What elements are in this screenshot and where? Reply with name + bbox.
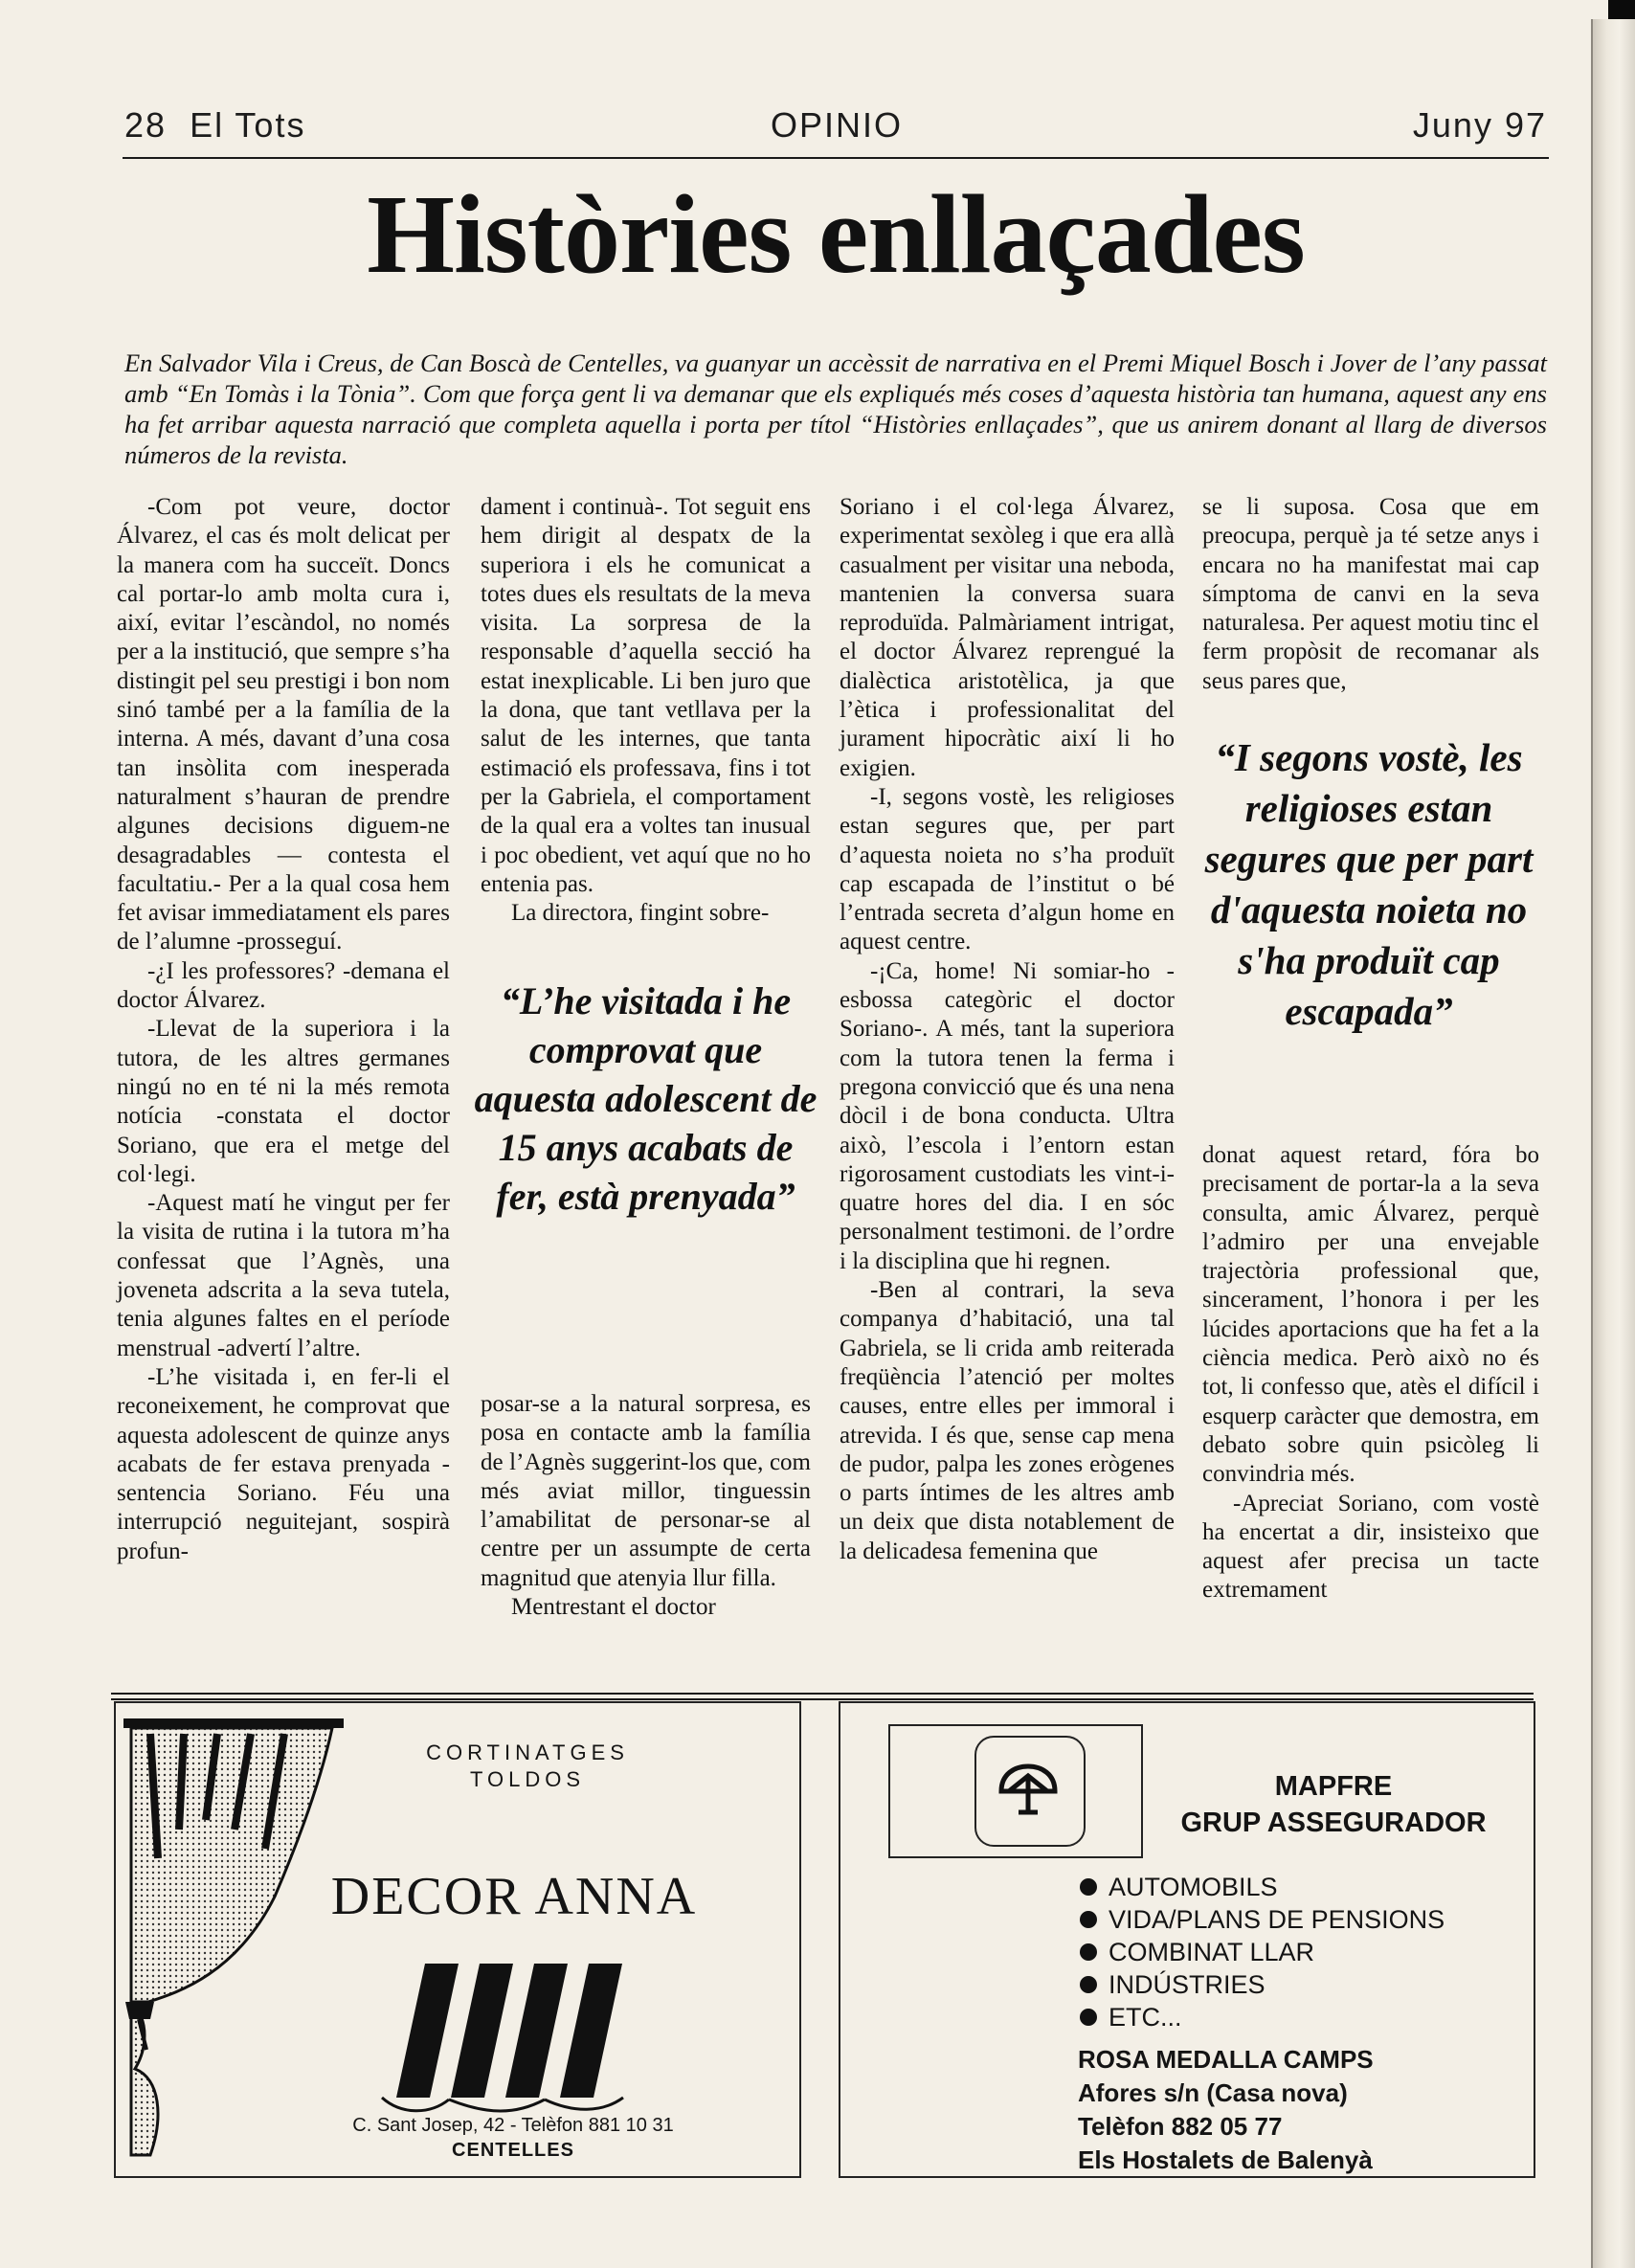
paragraph: -L’he visitada i, en fer-li el reconeixement, he comprovat que aquesta adolescent de quinze anys acabats de fer estava prenyada -sentencia Soriano. Féu una interrupció neguitejant, sospirà profun- [117, 1363, 450, 1564]
mapfre-ad [839, 1701, 1535, 2178]
awnings-label: TOLDOS [469, 1767, 586, 1791]
header-rule [123, 157, 1549, 159]
mapfre-phone: Telèfon 882 05 77 [1078, 2112, 1283, 2141]
mapfre-brand-name: MAPFRE [1274, 1771, 1393, 1802]
section-name: OPINIO [771, 105, 904, 145]
paragraph: se li suposa. Cosa que em preocupa, perquè ja té setze anys i encara no ha manifestat mai cap símptoma de canvi en la seva naturalesa. Per aquest motiu tinc el ferm propòsit de recomanar als seus pares que, [1202, 494, 1539, 694]
article-column-2-continued [481, 1390, 811, 1622]
article-column-3 [840, 493, 1175, 1566]
article-intro: En Salvador Vila i Creus, de Can Boscà de Centelles, va guanyar un accèssit de narrativa en el Premi Miquel Bosch i Jover de l’any passat amb “En Tomàs i la Tònia”. Com que força gent li va demanar que els expliqués més coses d’aquesta història tan humana, aquest any ens ha fet arribar aquesta narració que completa aquella i porta per títol “Històries enllaçades”, que us anirem donant al llarg de diversos números de la revista. [124, 348, 1547, 469]
next-page-edge [1591, 19, 1635, 2268]
article-column-4 [1202, 493, 1539, 696]
article-column-4-continued [1202, 1141, 1539, 1606]
decor-anna-contact [307, 2113, 719, 2163]
paragraph: donat aquest retard, fóra bo precisament de portar-la a la seva consulta, amic Álvarez, perquè l’admiro per una envejable trajectòria professional que, sincerament, l’honora i per les lúcides aportacions que ha fet a la ciència medica. Però això no és tot, li confesso que, atès el difícil i esquerp caràcter que demostra, em debato sobre quin psicòleg li convindria més. [1202, 1142, 1539, 1488]
article-title: Històries enllaçades [367, 171, 1305, 297]
mapfre-town: Els Hostalets de Balenyà [1078, 2145, 1373, 2174]
awning-stripes-icon [372, 1954, 660, 2117]
mapfre-logo-icon [974, 1736, 1086, 1847]
mapfre-brand [1156, 1768, 1511, 1841]
mapfre-agent: ROSA MEDALLA CAMPS [1078, 2045, 1374, 2074]
page-number-and-title [124, 105, 305, 146]
service-item: COMBINAT LLAR [1078, 1936, 1445, 1968]
curtain-illustration-icon [122, 1715, 351, 2165]
paragraph: posar-se a la natural sorpresa, es posa en contacte amb la família de l’Agnès suggerint-los que, com més aviat millor, tinguessin l’amabilitat de personar-se al centre per un assumpte de certa magnitud que atenyia llur filla. [481, 1391, 811, 1591]
mapfre-services-list [1078, 1871, 1445, 2033]
paragraph: Mentrestant el doctor [511, 1594, 716, 1621]
article-column-2 [481, 493, 811, 928]
decor-anna-town: CENTELLES [452, 2140, 574, 2161]
paragraph: -Ben al contrari, la seva companya d’habitació, una tal Gabriela, se li crida amb reiterada freqüència l’atenció per moltes causes, entre elles per immoral i atrevida. I és que, sense cap mena de pudor, palpa les zones erògenes o parts íntimes de les altres amb un deix que dista notablement de la delicadesa femenina que [840, 1277, 1175, 1564]
service-item: ETC... [1078, 2001, 1445, 2033]
pull-quote-1: “L’he visitada i he comprovat que aquesta adolescent de 15 anys acabats de fer, està prenyada” [474, 979, 818, 1218]
mapfre-address: Afores s/n (Casa nova) [1078, 2078, 1348, 2107]
article-column-1 [117, 493, 450, 1566]
service-item: AUTOMOBILS [1078, 1871, 1445, 1903]
mapfre-brand-subtitle: GRUP ASSEGURADOR [1180, 1808, 1487, 1838]
decor-anna-name: DECOR ANNA [330, 1867, 698, 1926]
mapfre-contact [1078, 2043, 1374, 2177]
mapfre-logo-frame [888, 1724, 1143, 1858]
mapfre-tree-icon [976, 1738, 1080, 1841]
service-item: INDÚSTRIES [1078, 1968, 1445, 2001]
paragraph: -¿I les professores? -demana el doctor Álvarez. [117, 957, 450, 1014]
paragraph: -Llevat de la superiora i la tutora, de les altres germanes ningú no en té ni la més remota notícia -constata el doctor Soriano, que era el metge del col·legi. [117, 1016, 450, 1187]
page-number: 28 [124, 105, 168, 145]
curtains-label: CORTINATGES [426, 1740, 629, 1764]
paragraph: -Com pot veure, doctor Álvarez, el cas és molt delicat per la manera com ha succeït. Doncs cal portar-lo amb molta cura i, així, evitar l’escàndol, no només per a la institució, que sempre s’ha distingit pel seu prestigi i bon nom sinó també per a la família de la interna. A més, davant d’una cosa tan insòlita com inesperada naturalment s’hauran de prendre algunes decisions diguem-ne desagradables — contesta el facultatiu.- Per a la qual cosa hem fet avisar immediatament els pares de l’alumne -prosseguí. [117, 494, 450, 955]
paragraph: Soriano i el col·lega Álvarez, experimentat sexòleg i que era allà casualment per visitar una neboda, mantenien la conversa suara reproduïda. Palmàriament intrigat, el doctor Álvarez reprengué la dialèctica aristotèlica, ja que l’ètica i professionalitat del jurament hipocràtic així li ho exigien. [840, 494, 1175, 781]
service-item: VIDA/PLANS DE PENSIONS [1078, 1903, 1445, 1936]
paragraph: dament i continuà-. Tot seguit ens hem dirigit al despatx de la superiora i els he comunicat a totes dues els resultats de la meva visita. La sorpresa de la responsable d’aquella secció ha estat inexplicable. Li ben juro que la dona, que tant vetllava per la salut de les internes, que tanta estimació els professava, fins i tot per la Gabriela, el comportament de la qual era a voltes tan inusual i poc obedient, vet aquí que no ho entenia pas. [481, 494, 811, 897]
issue-date: Juny 97 [1412, 105, 1547, 145]
page-header [124, 105, 1547, 155]
paragraph: -¡Ca, home! Ni somiar-ho -esbossa categòric el doctor Soriano-. A més, tant la superiora com la tutora tenen la ferma i pregona convicció que és una nena dòcil i de bona conducta. Ultra això, l’escola i l’entorn estan rigorosament custodiats les vint-i-quatre hores del dia. I en sóc personalment testimoni. de l’ordre i la disciplina que hi regnen. [840, 957, 1175, 1274]
decor-anna-ad [114, 1701, 801, 2178]
ad-section-rule-top [111, 1693, 1534, 1695]
paragraph: -Apreciat Soriano, com vostè ha encertat a dir, insisteixo que aquest afer precisa un tacte extremament [1202, 1490, 1539, 1604]
publication-name: El Tots [190, 105, 306, 145]
pull-quote-2: “I segons vostè, les religioses estan segures que per part d'aquesta noieta no s'ha produït cap escapada” [1204, 735, 1534, 1033]
paragraph: -Aquest matí he vingut per fer la visita de rutina i la tutora m’ha confessat que l’Agnès, una joveneta adscrita a la seva tutela, tenia algunes faltes en el període menstrual -advertí l’altre. [117, 1190, 450, 1361]
decor-anna-services [403, 1740, 652, 1793]
paragraph: La directora, fingint sobre- [511, 900, 770, 927]
decor-anna-address: C. Sant Josep, 42 - Telèfon 881 10 31 [352, 2115, 674, 2136]
ad-section-rule-bottom [111, 1698, 1534, 1700]
paragraph: -I, segons vostè, les religioses estan segures que, per part d’aquesta noieta no s’ha produït cap escapada de l’institut o bé l’entrada secreta d’algun home en aquest centre. [840, 783, 1175, 955]
